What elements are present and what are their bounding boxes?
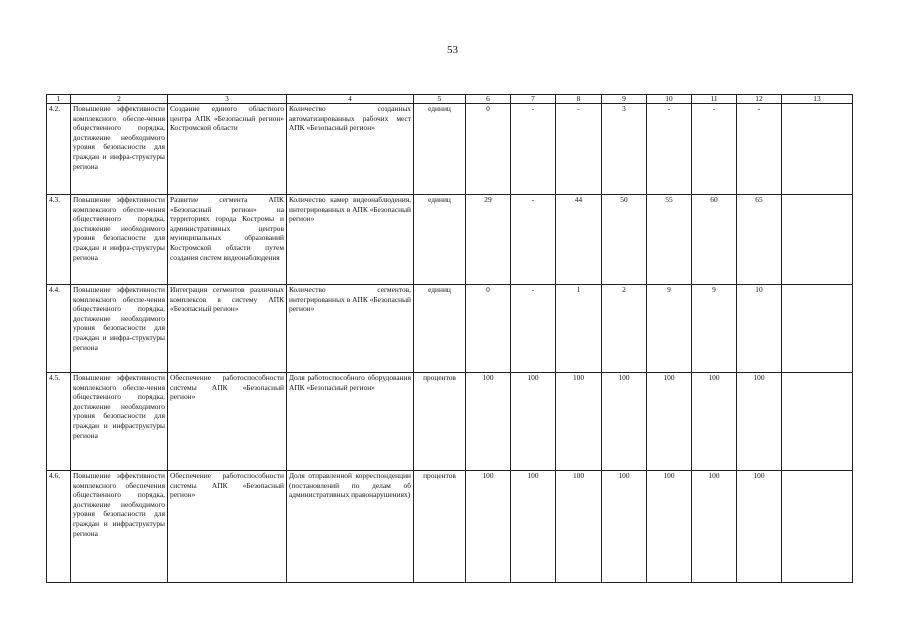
col-header: 3	[168, 95, 287, 104]
value-cell: 100	[602, 373, 647, 471]
value-cell: -	[511, 285, 556, 373]
value-cell: 100	[737, 471, 782, 583]
unit-cell: процентов	[414, 373, 466, 471]
note-cell	[782, 285, 853, 373]
col-header: 12	[737, 95, 782, 104]
unit-cell: процентов	[414, 471, 466, 583]
row-number: 4.4.	[47, 285, 71, 373]
value-cell: -	[511, 195, 556, 285]
col-header: 10	[647, 95, 692, 104]
unit-cell: единиц	[414, 285, 466, 373]
value-cell: 100	[511, 373, 556, 471]
value-cell: 100	[737, 373, 782, 471]
table-row	[47, 104, 853, 195]
value-cell: 10	[737, 285, 782, 373]
table-row	[47, 195, 853, 285]
measure-cell: Обеспечение работоспособности системы АПК «Безопасный регион»	[168, 471, 287, 583]
col-header: 7	[511, 95, 556, 104]
col-header: 2	[71, 95, 168, 104]
measure-cell: Развитие сегмента АПК «Безопасный регион» на территориях города Костромы и административных центров муниципальных образований Костромской области путем создания систем видеонаблюдения	[168, 195, 287, 285]
value-cell: 2	[602, 285, 647, 373]
col-header: 11	[692, 95, 737, 104]
table-row	[47, 373, 853, 471]
value-cell: 100	[602, 471, 647, 583]
indicator-cell: Доля работоспособного оборудования АПК «Безопасный регион»	[287, 373, 414, 471]
header-row	[47, 95, 853, 104]
indicator-cell: Доля отправленной корреспонденции (постановлений по делам об административных правонарушениях)	[287, 471, 414, 583]
value-cell: 100	[647, 373, 692, 471]
value-cell: -	[556, 104, 602, 195]
table-row	[47, 471, 853, 583]
measure-cell: Обеспечение работоспособности системы АПК «Безопасный регион»	[168, 373, 287, 471]
value-cell: 9	[647, 285, 692, 373]
measure-cell: Создание единого областного центра АПК «Безопасный регион» Костромской области	[168, 104, 287, 195]
value-cell: 0	[466, 104, 511, 195]
col-header: 1	[47, 95, 71, 104]
value-cell: 100	[692, 471, 737, 583]
indicator-cell: Количество сегментов, интегрированных в АПК «Безопасный регион»	[287, 285, 414, 373]
value-cell: 29	[466, 195, 511, 285]
row-number: 4.3.	[47, 195, 71, 285]
col-header: 8	[556, 95, 602, 104]
value-cell: 1	[556, 285, 602, 373]
value-cell: 60	[692, 195, 737, 285]
task-cell: Повышение эффективности комплексного обеспе-чения общественного порядка, достижение необходимого уровня безопасности для граждан и инфра-структуры региона	[71, 195, 168, 285]
note-cell	[782, 471, 853, 583]
value-cell: 3	[602, 104, 647, 195]
col-header: 5	[414, 95, 466, 104]
col-header: 6	[466, 95, 511, 104]
row-number: 4.6.	[47, 471, 71, 583]
value-cell: -	[737, 104, 782, 195]
value-cell: -	[511, 104, 556, 195]
unit-cell: единиц	[414, 195, 466, 285]
value-cell: 100	[556, 471, 602, 583]
measure-cell: Интеграция сегментов различных комплексов в систему АПК «Безопасный регион»	[168, 285, 287, 373]
value-cell: 100	[647, 471, 692, 583]
value-cell: 100	[692, 373, 737, 471]
value-cell: 65	[737, 195, 782, 285]
note-cell	[782, 373, 853, 471]
value-cell: 9	[692, 285, 737, 373]
value-cell: 0	[466, 285, 511, 373]
table-header	[47, 95, 853, 104]
value-cell: -	[692, 104, 737, 195]
col-header: 9	[602, 95, 647, 104]
indicator-cell: Количество камер видеонаблюдения, интегрированных в АПК «Безопасный регион»	[287, 195, 414, 285]
task-cell: Повышение эффективности комплексного обеспе-чения общественного порядка, достижение необходимого уровня безопасности для граждан и инфра-структуры региона	[71, 104, 168, 195]
note-cell	[782, 195, 853, 285]
indicator-cell: Количество созданных автоматизированных рабочих мест АПК «Безопасный регион»	[287, 104, 414, 195]
value-cell: 100	[466, 471, 511, 583]
value-cell: 44	[556, 195, 602, 285]
value-cell: 50	[602, 195, 647, 285]
value-cell: 55	[647, 195, 692, 285]
col-header: 4	[287, 95, 414, 104]
unit-cell: единиц	[414, 104, 466, 195]
note-cell	[782, 104, 853, 195]
page-number: 53	[447, 44, 458, 56]
table-body	[47, 104, 853, 583]
row-number: 4.2.	[47, 104, 71, 195]
table-row	[47, 285, 853, 373]
indicators-table	[46, 94, 853, 583]
value-cell: 100	[466, 373, 511, 471]
value-cell: -	[647, 104, 692, 195]
value-cell: 100	[511, 471, 556, 583]
value-cell: 100	[556, 373, 602, 471]
row-number: 4.5.	[47, 373, 71, 471]
task-cell: Повышение эффективности комплексного обеспечения общественного порядка, достижение необходимого уровня безопасности для граждан и инфраструктуры региона	[71, 471, 168, 583]
task-cell: Повышение эффективности комплексного обеспе-чения общественного порядка, достижение необходимого уровня безопасности для граждан и инфра-структуры региона	[71, 285, 168, 373]
task-cell: Повышение эффективности комплексного обеспе-чения общественного порядка, достижение необходимого уровня безопасности для граждан и инфраструктуры региона	[71, 373, 168, 471]
col-header: 13	[782, 95, 853, 104]
